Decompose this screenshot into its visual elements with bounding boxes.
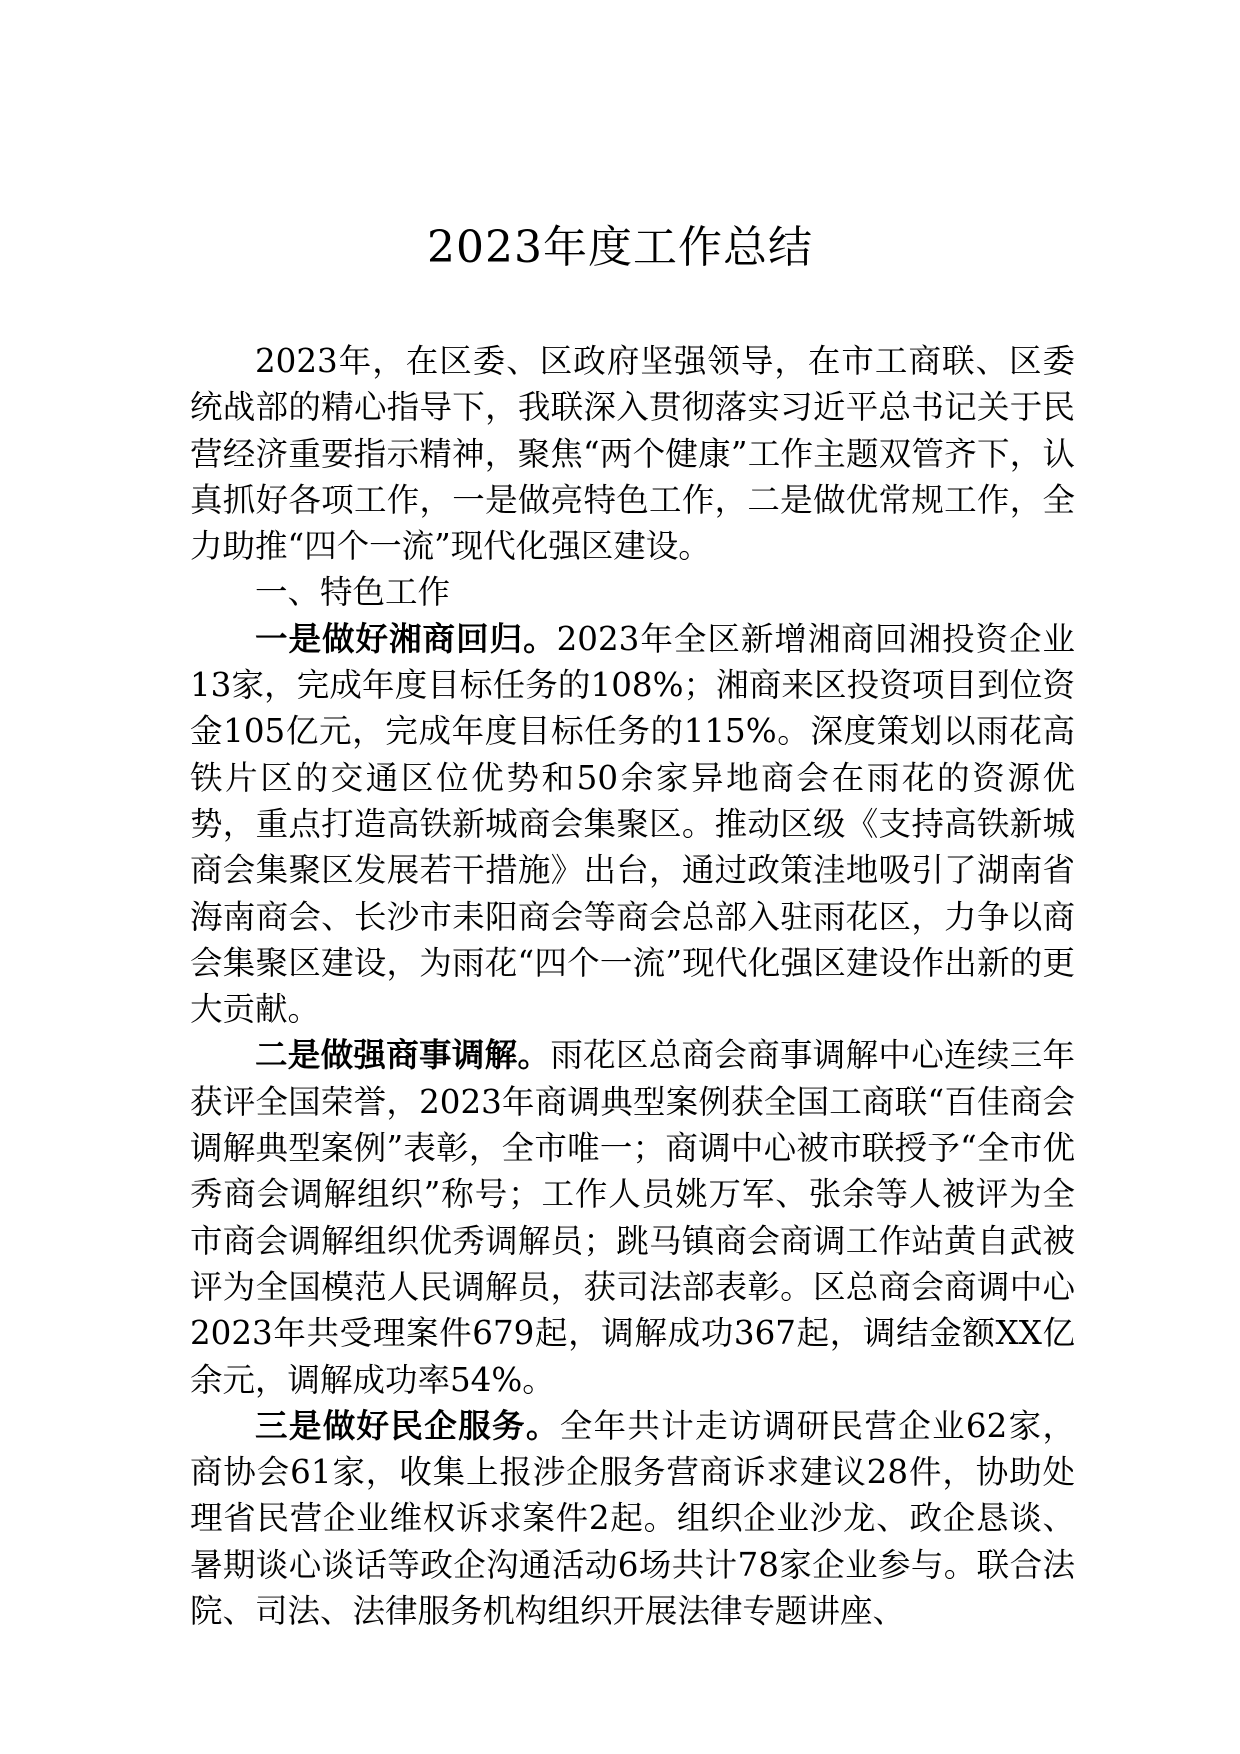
item-lead: 一是做好湘商回归。 bbox=[255, 618, 557, 658]
document-title: 2023年度工作总结 bbox=[427, 222, 813, 273]
item-text: 2023年全区新增湘商回湘投资企业13家，完成年度目标任务的108%；湘商来区投资项目到位资金105亿元，完成年度目标任务的115%。深度策划以雨花高铁片区的交通区位优势和50余家异地商会在雨花的资源优势，重点打造高铁新城商会集聚区。推动区级《支持高铁新城商会集聚区发展若干措施》出台，通过政策洼地吸引了湖南省海南商会、长沙市耒阳商会等商会总部入驻雨花区，力争以商会集聚区建设，为雨花“四个一流”现代化强区建设作出新的更大贡献。 bbox=[190, 619, 1075, 1029]
intro-paragraph: 2023年，在区委、区政府坚强领导，在市工商联、区委统战部的精心指导下，我联深入贯彻落实习近平总书记关于民营经济重要指示精神，聚焦“两个健康”工作主题双管齐下，认真抓好各项工作，一是做亮特色工作，二是做优常规工作，全力助推“四个一流”现代化强区建设。 bbox=[190, 342, 1075, 566]
item-paragraph bbox=[190, 616, 1075, 1033]
section-heading: 一、特色工作 bbox=[255, 573, 451, 612]
item-lead: 三是做好民企服务。 bbox=[255, 1405, 560, 1445]
document-body bbox=[190, 338, 1075, 1634]
item-text: 雨花区总商会商事调解中心连续三年获评全国荣誉，2023年商调典型案例获全国工商联“百佳商会调解典型案例”表彰，全市唯一；商调中心被市联授予“全市优秀商会调解组织”称号；工作人员姚万军、张余等人被评为全市商会调解组织优秀调解员；跳马镇商会商调工作站黄自武被评为全国模范人民调解员，获司法部表彰。区总商会商调中心2023年共受理案件679起，调解成功367起，调结金额XX亿余元，调解成功率54%。 bbox=[190, 1036, 1075, 1399]
item-text: 全年共计走访调研民营企业62家，商协会61家，收集上报涉企服务营商诉求建议28件，协助处理省民营企业维权诉求案件2起。组织企业沙龙、政企恳谈、暑期谈心谈话等政企沟通活动6场共计78家企业参与。联合法院、司法、法律服务机构组织开展法律专题讲座、 bbox=[190, 1406, 1075, 1631]
item-paragraph bbox=[190, 1403, 1075, 1634]
item-paragraph bbox=[190, 1032, 1075, 1402]
item-lead: 二是做强商事调解。 bbox=[255, 1035, 551, 1075]
